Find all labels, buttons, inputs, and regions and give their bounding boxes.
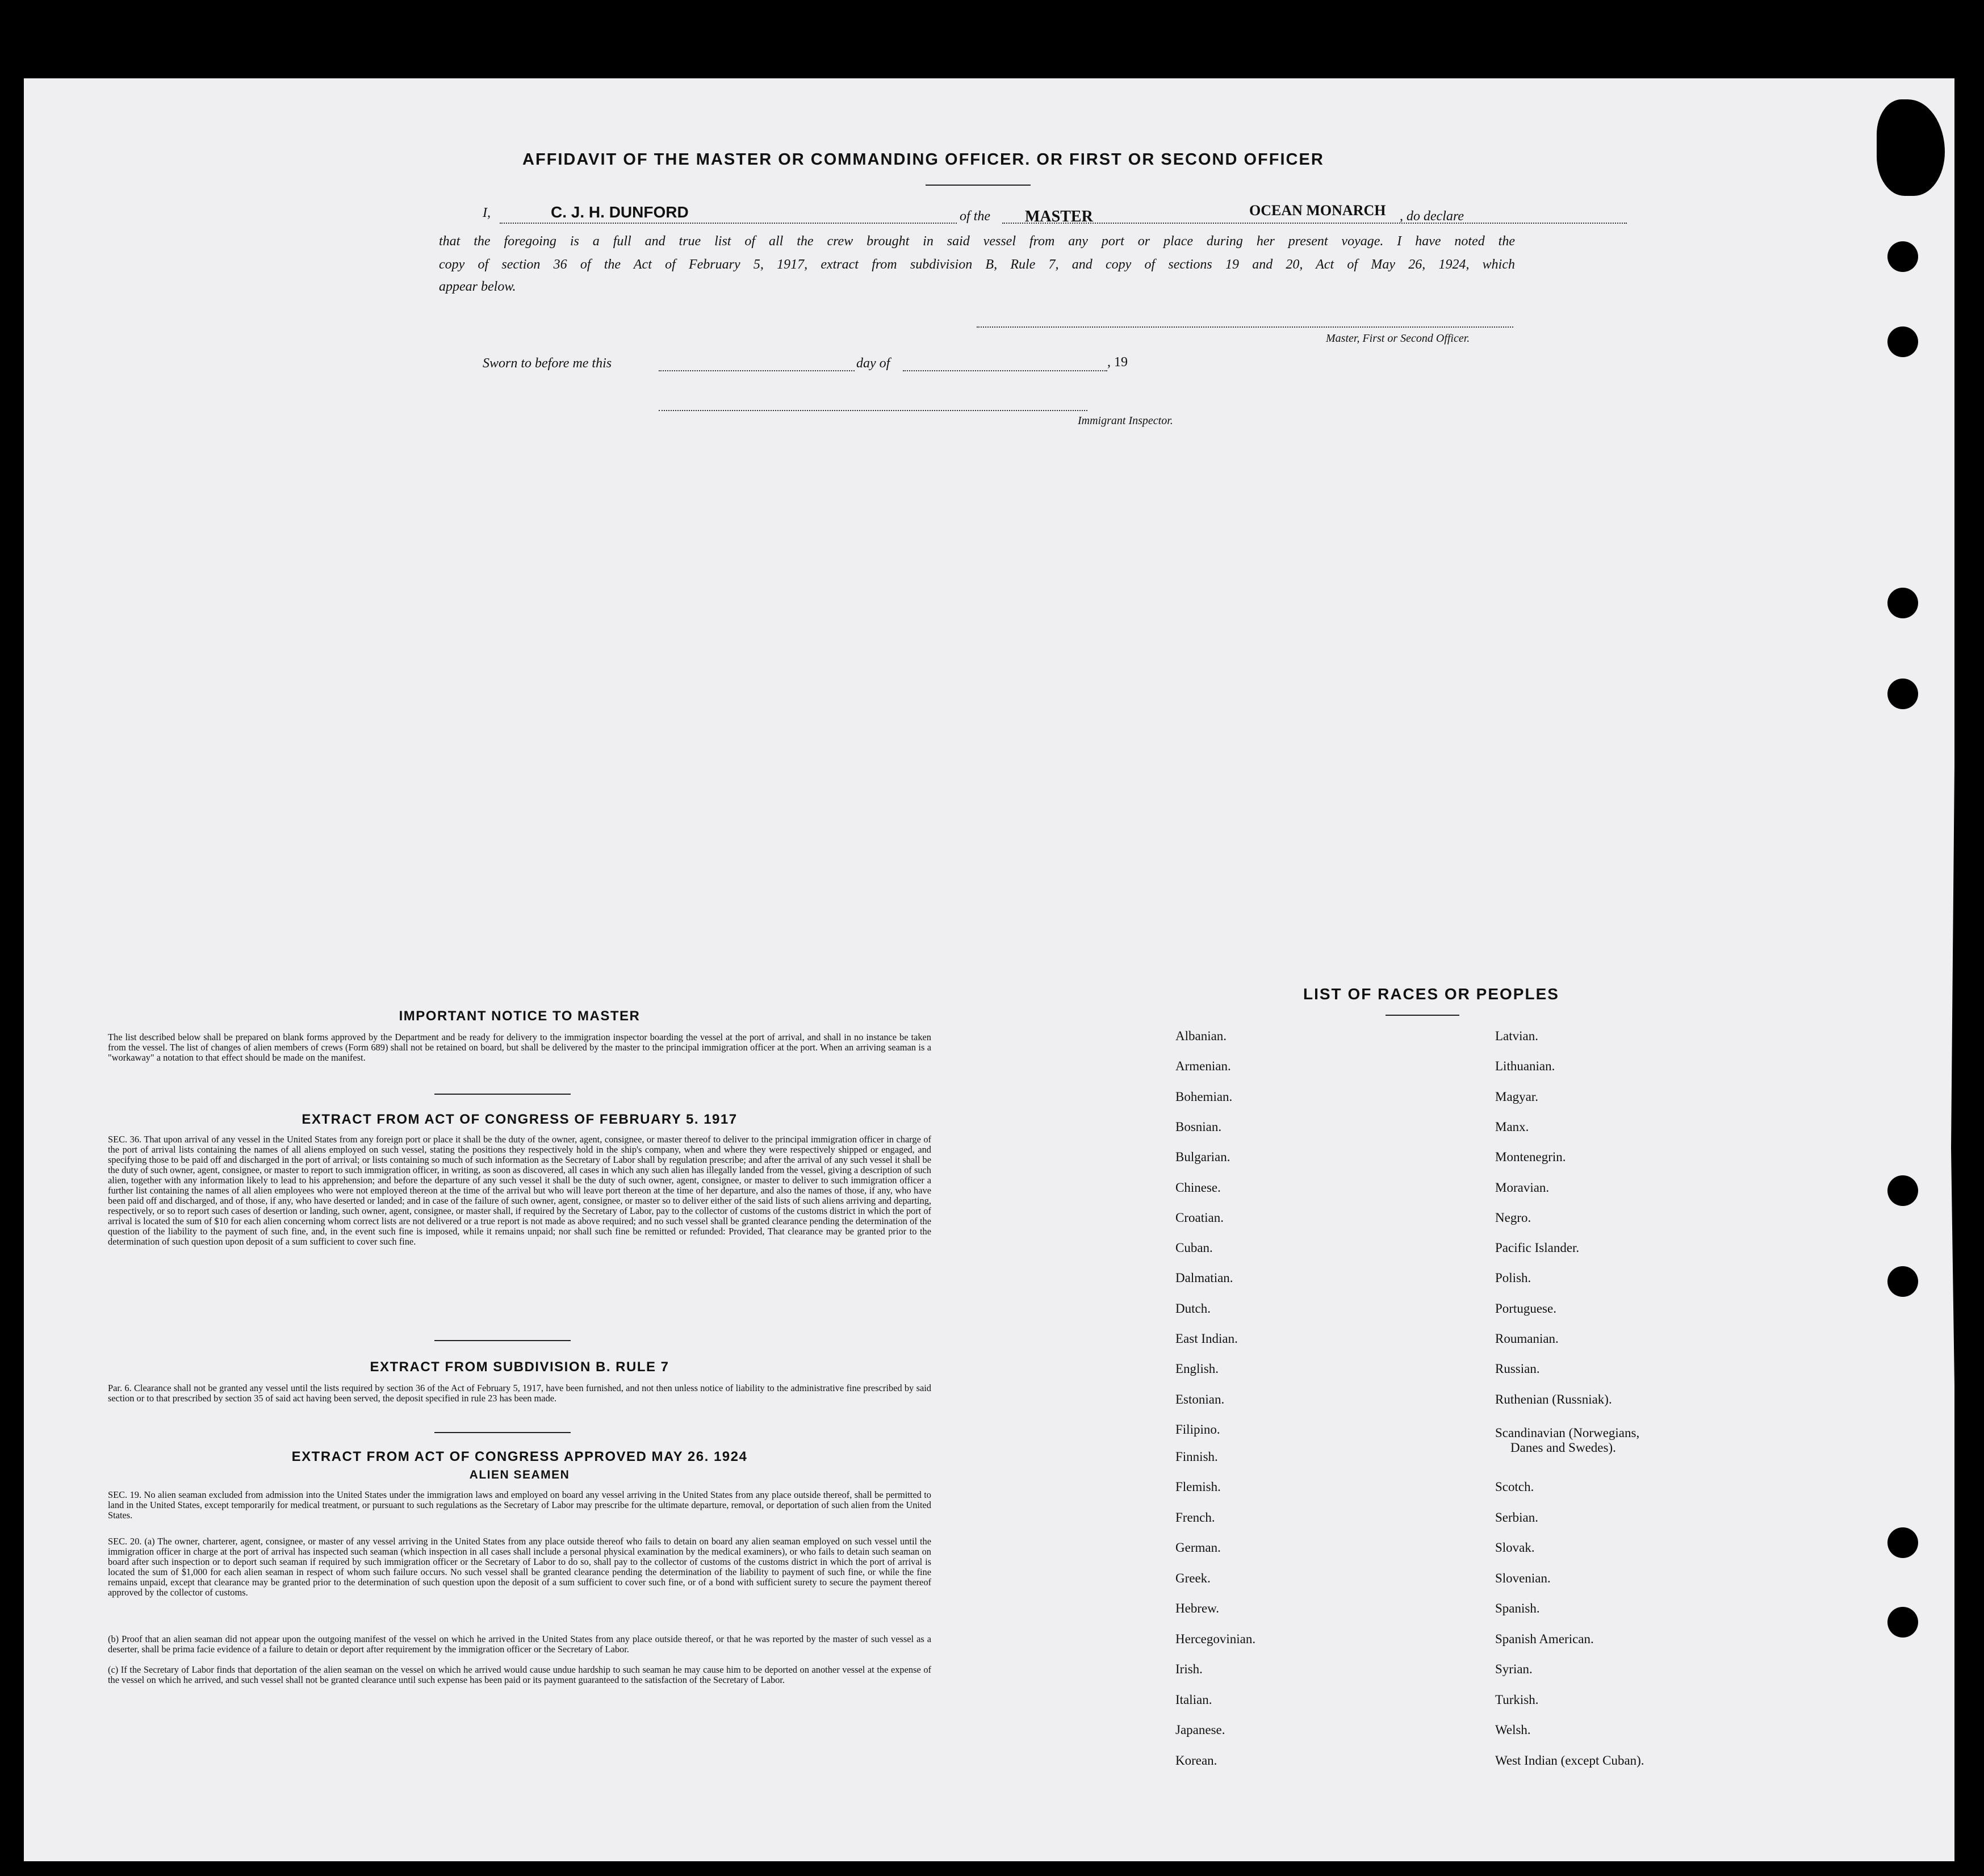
race-item: Danes and Swedes).: [1510, 1440, 1616, 1455]
race-item: Hercegovinian.: [1175, 1632, 1256, 1646]
race-item: Lithuanian.: [1495, 1059, 1555, 1073]
race-item: Bosnian.: [1175, 1120, 1222, 1134]
punch-hole: [1887, 241, 1918, 272]
race-item: Albanian.: [1175, 1029, 1227, 1043]
race-item: Armenian.: [1175, 1059, 1231, 1073]
rule7-heading: EXTRACT FROM SUBDIVISION B. RULE 7: [370, 1359, 669, 1375]
race-item: Welsh.: [1495, 1723, 1531, 1737]
races-title: LIST OF RACES OR PEOPLES: [1303, 985, 1559, 1003]
race-item: Korean.: [1175, 1753, 1217, 1768]
race-item: English.: [1175, 1362, 1219, 1376]
race-item: Pacific Islander.: [1495, 1241, 1580, 1255]
declarant-name: C. J. H. DUNFORD: [551, 203, 689, 221]
race-item: Dalmatian.: [1175, 1271, 1233, 1285]
signature-line: [977, 326, 1513, 328]
race-item: Spanish American.: [1495, 1632, 1594, 1646]
race-item: Montenegrin.: [1495, 1150, 1566, 1164]
sec20a-text: SEC. 20. (a) The owner, charterer, agent, consignee, or master of any vessel arriving in the United States from any place outside thereof who fails to detain on board any alien seaman employed on such vessel until the immigration officer in charge at the port of arrival has inspected such seaman (which inspection in all cases shall include a personal physical examination by the medical examiners), or who fails to detain such seaman on board after such inspection or to deport such seaman if required by such immigration officer or the Secretary of Labor to do so, shall pay to the collector of customs of the customs district in which the port of arrival is located the sum of $1,000 for each alien seaman in respect of whom such failure occurs. No such vessel shall be granted clearance pending the determination of the liability to payment of such fine, or while the fine remains unpaid, except that clearance may be granted prior to the determination of such question upon the deposit of a sum sufficient to cover such fine, or of a bond with sufficient surety to secure the payment thereof approved by the collector of customs.: [108, 1536, 931, 1598]
punch-hole: [1887, 1527, 1918, 1558]
punch-hole: [1887, 588, 1918, 618]
race-item: Russian.: [1495, 1362, 1540, 1376]
race-item: East Indian.: [1175, 1331, 1238, 1346]
sec20b-text: (b) Proof that an alien seaman did not appear upon the outgoing manifest of the vessel on which he arrived in the United States from any place outside thereof, or that he was reported by the master of such vessel as a deserter, shall be prima facie evidence of a failure to detain or deport after requirement by the immigration officer or the Secretary of Labor.: [108, 1634, 931, 1655]
race-item: Latvian.: [1495, 1029, 1538, 1043]
race-item: Negro.: [1495, 1211, 1531, 1225]
extract-1917-heading: EXTRACT FROM ACT OF CONGRESS OF FEBRUARY 5. 1917: [302, 1112, 738, 1127]
divider: [926, 185, 1031, 186]
notice-text: The list described below shall be prepared on blank forms approved by the Department and be ready for delivery to the immigration inspector boarding the vessel at the port of arrival, and shall in no instance be taken from the vessel. The list of changes of alien members of crews (Form 689) shall not be retained on board, but shall be delivered by the master to the principal immigration officer at the port. When an arriving seaman is a "workaway" a notation to that effect should be made on the manifest.: [108, 1032, 931, 1063]
race-item: Magyar.: [1495, 1090, 1539, 1104]
affidavit-title: AFFIDAVIT OF THE MASTER OR COMMANDING OFFICER. OR FIRST OR SECOND OFFICER: [522, 150, 1324, 169]
divider: [1386, 1015, 1459, 1016]
sec20c-text: (c) If the Secretary of Labor finds that deportation of the alien seaman on the vessel on which he arrived would cause undue hardship to such seaman he may cause him to be deported on another vessel at the expense of the vessel on which he arrived, and such vessel shall not be granted clearance until such expense has been paid or its payment guaranteed to the satisfaction of the Secretary of Labor.: [108, 1664, 931, 1685]
race-item: West Indian (except Cuban).: [1495, 1753, 1644, 1768]
race-item: Syrian.: [1495, 1662, 1533, 1676]
race-item: Ruthenian (Russniak).: [1495, 1392, 1612, 1406]
rule7-text: Par. 6. Clearance shall not be granted any vessel until the lists required by section 36 of the Act of February 5, 1917, have been furnished, and not then unless notice of liability to the administrative fine prescribed by said section or to that prescribed by section 35 of said act having been served, the deposit specified in rule 23 has been made.: [108, 1383, 931, 1404]
sec19-text: SEC. 19. No alien seaman excluded from admission into the United States under the immigration laws and employed on board any vessel arriving in the United States from any place outside thereof, shall be permitted to land in the United States, except temporarily for medical treatment, or pursuant to such regulations as the Secretary of Labor may prescribe for the ultimate departure, removal, or deportation of such alien from the United States.: [108, 1489, 931, 1521]
race-item: Chinese.: [1175, 1180, 1221, 1195]
race-item: Manx.: [1495, 1120, 1529, 1134]
punch-hole: [1887, 1266, 1918, 1297]
race-item: Bohemian.: [1175, 1090, 1233, 1104]
year-prefix: , 19: [1107, 355, 1128, 370]
officer-position: MASTER: [1025, 208, 1093, 225]
race-item: German.: [1175, 1540, 1221, 1555]
declaration-line-3: appear below.: [439, 279, 516, 294]
name-line: [500, 223, 957, 224]
race-item: Polish.: [1495, 1271, 1531, 1285]
inspector-line: [659, 410, 1087, 411]
divider: [434, 1340, 571, 1341]
of-the-label: of the: [960, 209, 990, 224]
race-item: Flemish.: [1175, 1480, 1221, 1494]
day-of-label: day of: [856, 356, 890, 371]
day-line: [659, 370, 855, 371]
race-item: Roumanian.: [1495, 1331, 1559, 1346]
vessel-name: OCEAN MONARCH: [1249, 202, 1386, 219]
divider: [434, 1432, 571, 1433]
punch-hole: [1887, 1175, 1918, 1206]
race-item: Spanish.: [1495, 1601, 1540, 1615]
declaration-line-1: that the foregoing is a full and true list of all the crew brought in said vessel from any port or place during her present voyage. I have noted the: [439, 234, 1515, 249]
sworn-prefix: Sworn to before me this: [483, 356, 612, 371]
race-item: Moravian.: [1495, 1180, 1550, 1195]
race-item: Estonian.: [1175, 1392, 1225, 1406]
signature-label: Master, First or Second Officer.: [1326, 332, 1470, 345]
race-item: Dutch.: [1175, 1301, 1211, 1316]
extract-1917-text: SEC. 36. That upon arrival of any vessel in the United States from any foreign port or place it shall be the duty of the owner, agent, consignee, or master thereof to deliver to the principal immigration officer in charge of the port of arrival lists containing the names of all aliens employed on such vessel, stating the positions they respectively hold in the ship's company, when and where they were respectively shipped or engaged, and specifying those to be paid off and discharged in the port of arrival; or lists containing so much of such information as the Secretary of Labor shall by regulation prescribe; and after the arrival of any such vessel it shall be the duty of such owner, agent, consignee, or master to report to such immigration officer, in writing, as soon as discovered, all cases in which any such alien has illegally landed from the vessel, giving a description of such alien, together with any information likely to lead to his apprehension; and before the departure of any such vessel it shall be the duty of such owner, agent, consignee, or master to deliver to such immigration officer a further list containing the names of all alien employees who were not employed thereon at the time of the arrival but who will leave port thereon at the time of her departure, and also the names of those, if any, who have been paid off and discharged, and of those, if any, who have deserted or landed; and in case of the failure of such owner, agent, consignee, or master so to deliver either of the said lists of such aliens arriving and departing, respectively, or so to report such cases of desertion or landing, such owner, agent, consignee, or master shall, if required by the Secretary of Labor, pay to the collector of customs of the customs district in which the port of arrival is located the sum of $10 for each alien concerning whom correct lists are not delivered or a true report is not made as above required; and no such vessel shall be granted clearance pending the determination of the question of the liability to the payment of such fine, and, in the event such fine is imposed, while it remains unpaid; nor shall such fine be remitted or refunded: Provided, That clearance may be granted prior to the determination of such question upon deposit of a sum sufficient to cover such fine.: [108, 1134, 931, 1247]
race-item: Filipino.: [1175, 1422, 1220, 1437]
race-item: Scotch.: [1495, 1480, 1534, 1494]
punch-hole: [1887, 679, 1918, 709]
race-item: Slovenian.: [1495, 1571, 1551, 1585]
inspector-label: Immigrant Inspector.: [1078, 414, 1173, 427]
extract-1924-heading: EXTRACT FROM ACT OF CONGRESS APPROVED MAY 26. 1924: [291, 1449, 748, 1464]
race-item: Irish.: [1175, 1662, 1203, 1676]
race-item: Italian.: [1175, 1693, 1212, 1707]
month-line: [903, 370, 1107, 371]
declaration-line-2: copy of section 36 of the Act of February 5, 1917, extract from subdivision B, Rule 7, and copy of sections 19 and 20, Act of May 26, 1924, which: [439, 257, 1515, 272]
race-item: Cuban.: [1175, 1241, 1213, 1255]
race-item: Portuguese.: [1495, 1301, 1556, 1316]
punch-hole: [1887, 1607, 1918, 1638]
race-item: Turkish.: [1495, 1693, 1539, 1707]
race-item: Greek.: [1175, 1571, 1211, 1585]
race-item: Croatian.: [1175, 1211, 1224, 1225]
race-item: Japanese.: [1175, 1723, 1225, 1737]
race-item: Serbian.: [1495, 1510, 1539, 1525]
race-item: Slovak.: [1495, 1540, 1535, 1555]
do-declare-label: , do declare: [1400, 209, 1464, 224]
race-item: French.: [1175, 1510, 1215, 1525]
race-item: Finnish.: [1175, 1450, 1218, 1464]
declarant-prefix: I,: [483, 206, 491, 220]
alien-seamen-subheading: ALIEN SEAMEN: [469, 1468, 570, 1481]
divider: [434, 1094, 571, 1095]
notice-heading: IMPORTANT NOTICE TO MASTER: [399, 1008, 641, 1024]
race-item: Hebrew.: [1175, 1601, 1220, 1615]
vessel-line: [1002, 223, 1627, 224]
punch-hole: [1887, 326, 1918, 357]
race-item: Bulgarian.: [1175, 1150, 1230, 1164]
race-item: Scandinavian (Norwegians,: [1495, 1426, 1640, 1440]
